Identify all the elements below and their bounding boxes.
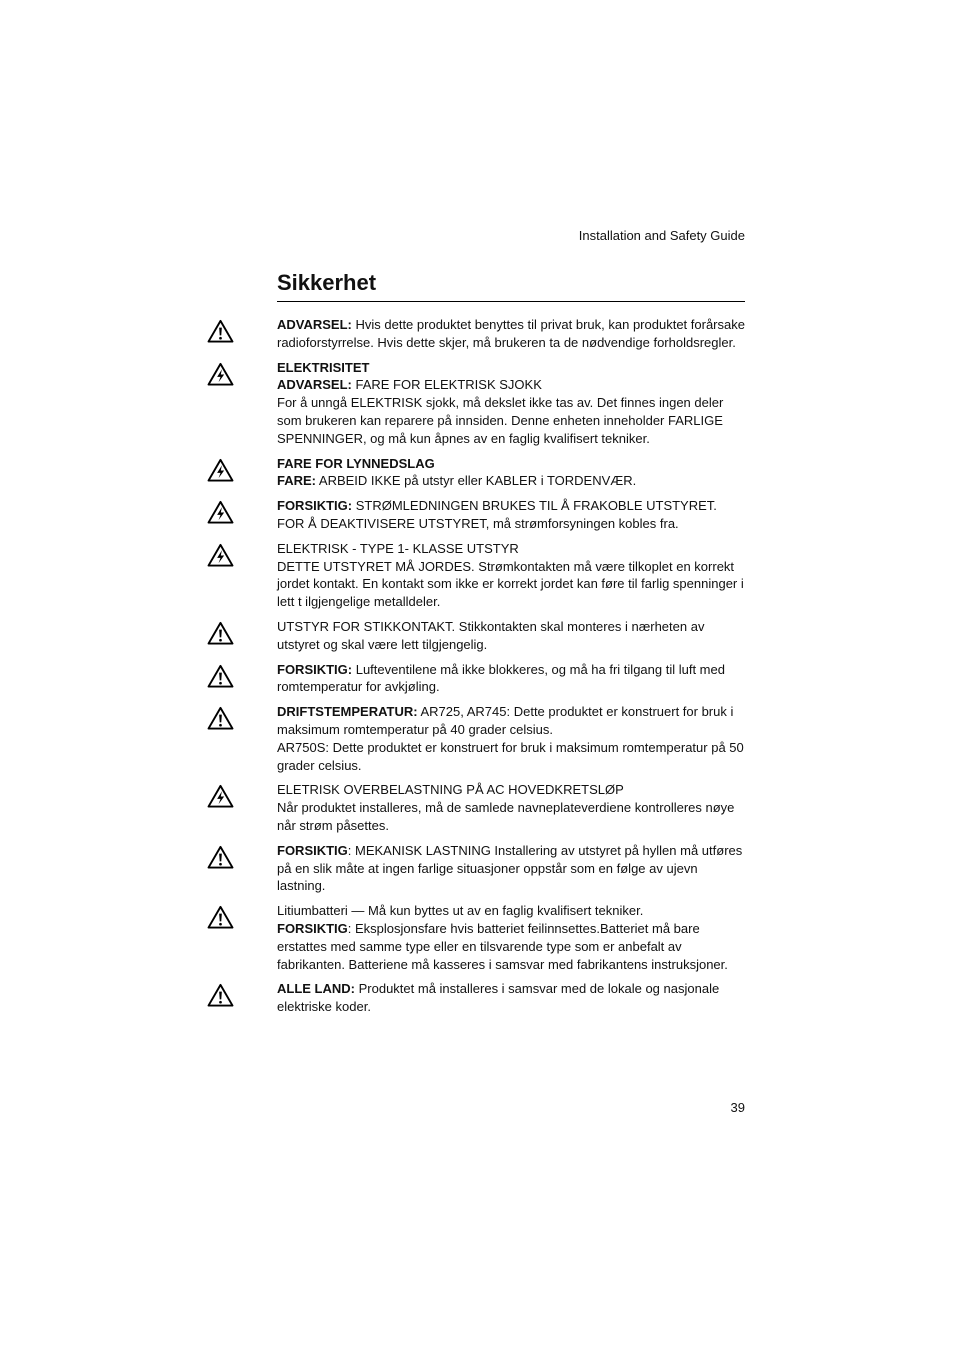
body-text: ELEKTRISK - TYPE 1- KLASSE UTSTYR: [277, 540, 519, 556]
bold-label: FORSIKTIG:: [277, 498, 353, 514]
body-text: AR750S: Dette produktet er konstruert for bruk i maksimum romtemperatur på 50 grader celsius.: [277, 739, 744, 773]
section-line: [277, 394, 745, 447]
body-text: UTSTYR FOR STIKKONTAKT. Stikkontakten skal monteres i nærheten av utstyret og skal være lett tilgjengelig.: [277, 618, 705, 652]
body-text: ELETRISK OVERBELASTNING PÅ AC HOVEDKRETSLØP: [277, 782, 624, 798]
section-line: [277, 842, 745, 895]
safety-section: [0, 497, 745, 533]
section-line: [277, 472, 745, 490]
bold-label: ELEKTRISITET: [277, 359, 370, 375]
section-line: [277, 661, 745, 697]
safety-section: [0, 661, 745, 697]
section-line: [277, 618, 745, 654]
safety-sections: [0, 316, 954, 1023]
bold-label: FORSIKTIG: [277, 920, 348, 936]
section-line: [277, 316, 745, 352]
section-line: [277, 497, 745, 533]
body-text: : MEKANISK LASTNING Installering av utstyret på hyllen må utføres på en slik måte at ingen farlige situasjoner oppstår som en følge av ujevn lastning.: [277, 842, 743, 894]
section-line: [277, 799, 745, 835]
warning-triangle-icon: [207, 664, 234, 688]
body-text: Produktet må installeres i samsvar med de lokale og nasjonale elektriske koder.: [277, 981, 720, 1015]
bold-label: FORSIKTIG: [277, 842, 348, 858]
body-text: AR725, AR745: Dette produktet er konstruert for bruk i maksimum romtemperatur på 40 grader celsius.: [277, 704, 734, 737]
warning-triangle-icon: [207, 319, 234, 343]
body-text: Lufteventilene må ikke blokkeres, og må ha fri tilgang til luft med romtemperatur for avkjøling.: [277, 661, 725, 695]
page-number: 39: [730, 1100, 745, 1115]
bold-label: DRIFTSTEMPERATUR:: [277, 704, 418, 720]
page-title: Sikkerhet: [277, 270, 745, 302]
section-line: [277, 540, 745, 558]
body-text: For å unngå ELEKTRISK sjokk, må dekslet ikke tas av. Det finnes ingen deler som brukeren kan reparere på innsiden. Denne enheten inneholder FARLIGE SPENNINGER, og må kun åpnes av en faglig kvalifisert tekniker.: [277, 395, 724, 446]
running-header: Installation and Safety Guide: [578, 228, 745, 243]
body-text: DETTE UTSTYRET MÅ JORDES. Strømkontakten må være tilkoplet en korrekt jordet kontakt. En kontakt som ikke er korrekt jordet kan føre til farlig spenninger i lett t ilgjengelige metalldeler.: [277, 558, 744, 610]
safety-section: [0, 902, 745, 973]
bold-label: FARE FOR LYNNEDSLAG: [277, 455, 435, 471]
safety-section: [0, 359, 745, 448]
body-text: Når produktet installeres, må de samlede navneplateverdiene kontrolleres nøye når strøm påsettes.: [277, 800, 735, 833]
safety-section: [0, 618, 745, 654]
section-line: [277, 703, 745, 739]
body-text: FARE FOR ELEKTRISK SJOKK: [351, 377, 542, 393]
high-voltage-triangle-icon: [207, 500, 234, 524]
warning-triangle-icon: [207, 983, 234, 1007]
high-voltage-triangle-icon: [207, 784, 234, 808]
safety-section: [0, 980, 745, 1016]
bold-label: FORSIKTIG:: [277, 661, 353, 677]
warning-triangle-icon: [207, 905, 234, 929]
body-text: ARBEID IKKE på utstyr eller KABLER i TORDENVÆR.: [316, 473, 637, 489]
high-voltage-triangle-icon: [207, 543, 234, 567]
section-line: [277, 739, 745, 775]
section-line: [277, 980, 745, 1016]
safety-section: [0, 316, 745, 352]
safety-section: [0, 703, 745, 774]
warning-triangle-icon: [207, 845, 234, 869]
section-line: [277, 455, 745, 473]
warning-triangle-icon: [207, 706, 234, 730]
section-line: [277, 781, 745, 799]
safety-section: [0, 540, 745, 611]
body-text: STRØMLEDNINGEN BRUKES TIL Å FRAKOBLE UTSTYRET. FOR Å DEAKTIVISERE UTSTYRET, må strømforsyningen kobles fra.: [277, 498, 717, 531]
safety-section: [0, 455, 745, 491]
section-line: [277, 376, 745, 394]
warning-triangle-icon: [207, 621, 234, 645]
bold-label: ADVARSEL:: [277, 377, 352, 393]
body-text: Litiumbatteri — Må kun byttes ut av en faglig kvalifisert tekniker.: [277, 903, 644, 919]
bold-label: ALLE LAND:: [277, 981, 355, 997]
bold-label: ADVARSEL:: [277, 317, 352, 332]
section-line: [277, 359, 745, 377]
section-line: [277, 920, 745, 973]
safety-section: [0, 781, 745, 834]
bold-label: FARE:: [277, 473, 316, 489]
section-line: [277, 902, 745, 920]
section-line: [277, 558, 745, 611]
body-text: Hvis dette produktet benyttes til privat bruk, kan produktet forårsake radioforstyrrelse. Hvis dette skjer, må brukeren ta de nødvendige forholdsregler.: [277, 317, 745, 350]
high-voltage-triangle-icon: [207, 458, 234, 482]
high-voltage-triangle-icon: [207, 362, 234, 386]
body-text: : Eksplosjonsfare hvis batteriet feilinnsettes.Batteriet må bare erstattes med samme type eller en tilsvarende type som er anbefalt av fabrikanten. Batteriene må kasseres i samsvar med fabrikantens instruksjoner.: [277, 920, 728, 972]
safety-section: [0, 842, 745, 895]
